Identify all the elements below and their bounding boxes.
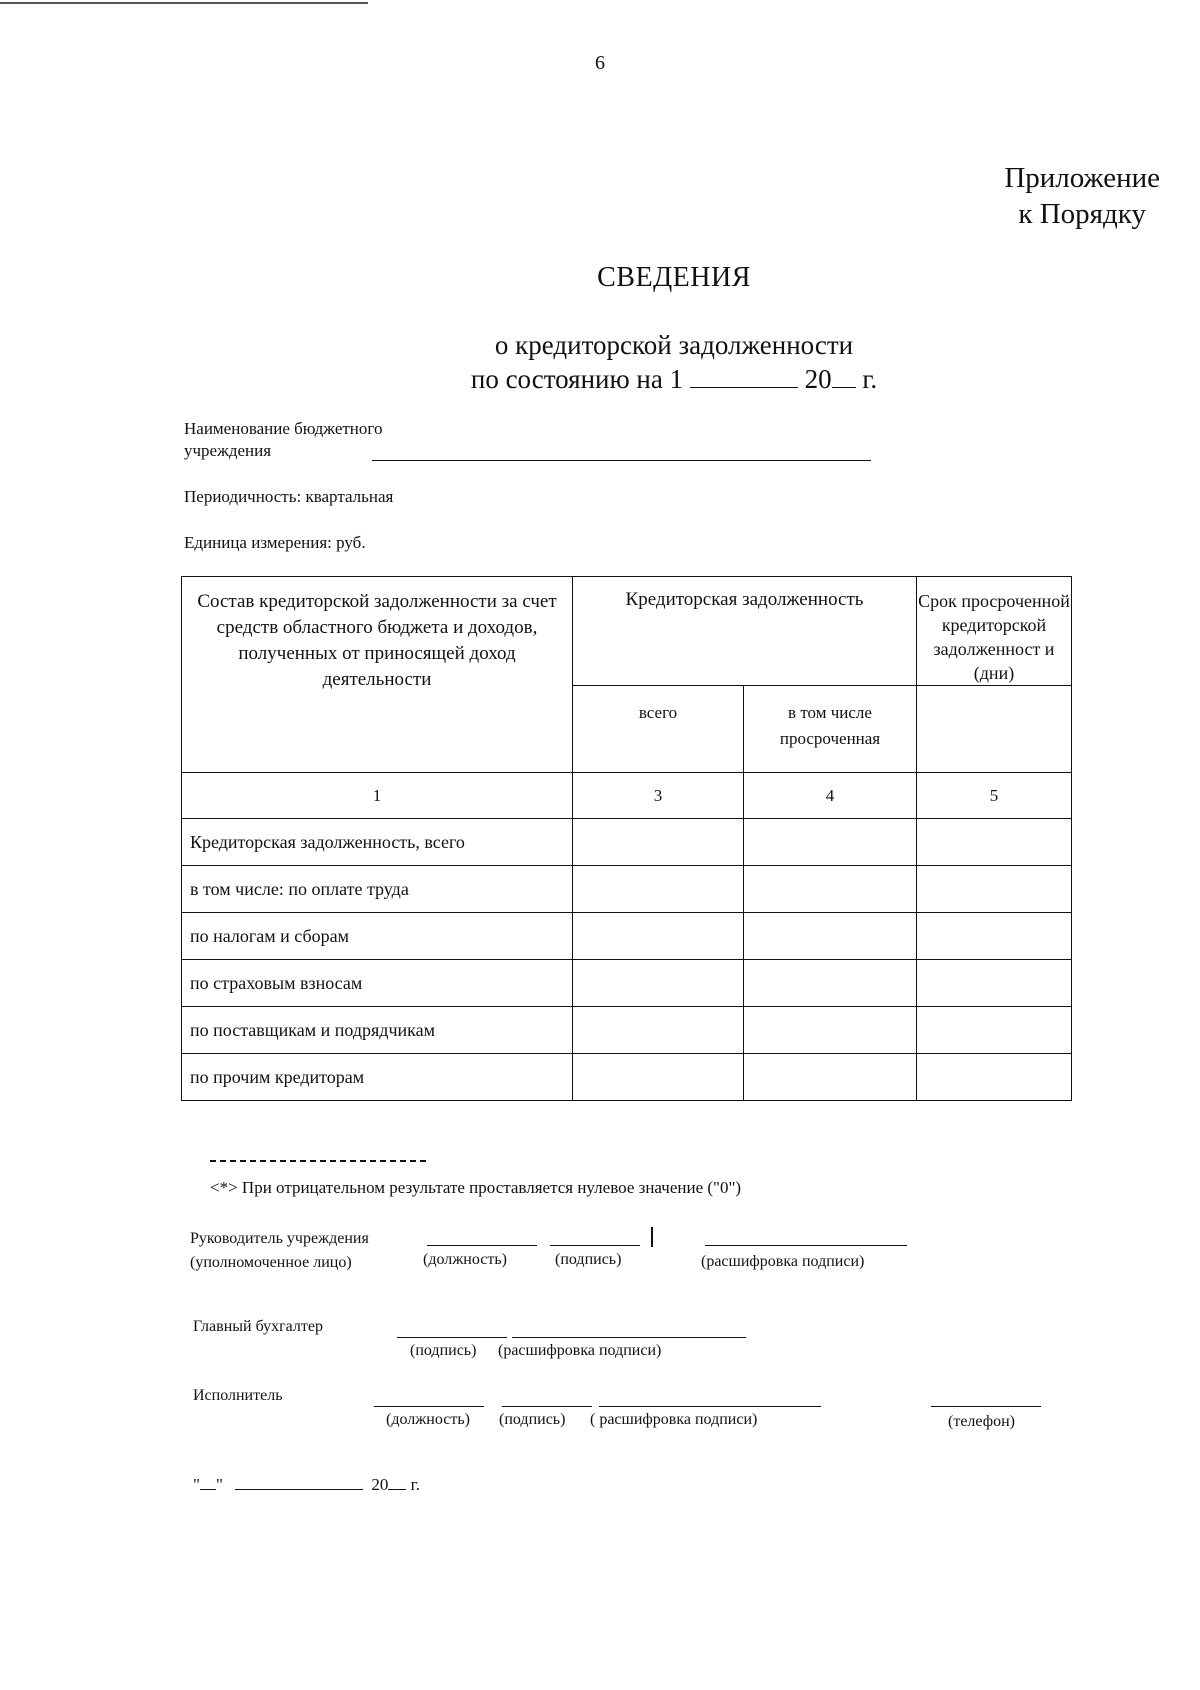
term-cell[interactable] bbox=[917, 866, 1072, 913]
executor-label: Исполнитель bbox=[193, 1387, 283, 1404]
head-signature-caption: (подпись) bbox=[555, 1251, 622, 1268]
total-cell[interactable] bbox=[573, 913, 744, 960]
header-term-blank bbox=[917, 686, 1072, 773]
row-label: по прочим кредиторам bbox=[182, 1054, 573, 1101]
head-decoding-field[interactable] bbox=[705, 1245, 907, 1246]
subtitle-line-2 bbox=[0, 362, 1200, 396]
unit-text: Единица измерения: руб. bbox=[184, 533, 366, 552]
total-cell[interactable] bbox=[573, 866, 744, 913]
subtitle-year-suffix: г. bbox=[862, 364, 878, 394]
accountant-label: Главный бухгалтер bbox=[193, 1318, 323, 1335]
column-number: 1 bbox=[182, 773, 573, 819]
head-label-line-2: (уполномоченное лицо) bbox=[190, 1254, 352, 1271]
row-label: по поставщикам и подрядчикам bbox=[182, 1007, 573, 1054]
term-cell[interactable] bbox=[917, 960, 1072, 1007]
column-number: 4 bbox=[744, 773, 917, 819]
institution-label-line-2: учреждения bbox=[184, 441, 272, 460]
overdue-cell[interactable] bbox=[744, 913, 917, 960]
table-row bbox=[182, 819, 1072, 866]
date-day-blank[interactable] bbox=[200, 1489, 216, 1490]
overdue-cell[interactable] bbox=[744, 960, 917, 1007]
header-composition: Состав кредиторской задолженности за счет средств областного бюджета и доходов, полученных от приносящей доход деятельности bbox=[182, 577, 573, 773]
subtitle-year: 20 bbox=[804, 364, 832, 394]
head-label-line-1: Руководитель учреждения bbox=[190, 1230, 369, 1247]
table-row bbox=[182, 960, 1072, 1007]
executor-phone-caption: (телефон) bbox=[948, 1413, 1015, 1430]
term-cell[interactable] bbox=[917, 1054, 1072, 1101]
header-overdue: в том числе просроченная bbox=[744, 686, 917, 773]
head-signature-field[interactable] bbox=[550, 1245, 640, 1246]
column-number: 5 bbox=[917, 773, 1072, 819]
row-label: Кредиторская задолженность, всего bbox=[182, 819, 573, 866]
overdue-cell[interactable] bbox=[744, 1007, 917, 1054]
executor-position-field[interactable] bbox=[374, 1406, 484, 1407]
appendix-line-2: к Порядку bbox=[1018, 198, 1146, 230]
column-number-row bbox=[182, 773, 1072, 819]
document-title: СВЕДЕНИЯ bbox=[597, 262, 751, 293]
date-year-field[interactable] bbox=[388, 1489, 406, 1490]
date-open-quote: " bbox=[193, 1475, 200, 1494]
header-overdue-term: Срок просроченной кредиторской задолженност и (дни) bbox=[917, 577, 1072, 686]
date-month-field[interactable] bbox=[235, 1489, 363, 1490]
total-cell[interactable] bbox=[573, 819, 744, 866]
periodicity-text: Периодичность: квартальная bbox=[184, 487, 394, 506]
date-close-quote: " bbox=[215, 1475, 223, 1494]
executor-signature-caption: (подпись) bbox=[499, 1411, 566, 1428]
appendix-line-1: Приложение bbox=[1004, 162, 1160, 194]
date-month-blank[interactable] bbox=[690, 387, 798, 388]
head-position-caption: (должность) bbox=[423, 1251, 507, 1268]
document-subtitle bbox=[0, 328, 1200, 396]
executor-decoding-field[interactable] bbox=[599, 1406, 821, 1407]
head-label bbox=[190, 1227, 369, 1275]
text-cursor-mark bbox=[651, 1227, 653, 1247]
header-total: всего bbox=[573, 686, 744, 773]
institution-label-line-1: Наименование бюджетного bbox=[184, 419, 383, 438]
subtitle-line-1: о кредиторской задолженности bbox=[494, 330, 854, 360]
head-decoding-caption: (расшифровка подписи) bbox=[701, 1253, 865, 1270]
table-row bbox=[182, 1007, 1072, 1054]
date-suffix: г. bbox=[410, 1475, 420, 1494]
accountant-decoding-caption: (расшифровка подписи) bbox=[498, 1342, 662, 1359]
overdue-cell[interactable] bbox=[744, 866, 917, 913]
debt-table bbox=[181, 576, 1072, 1101]
term-cell[interactable] bbox=[917, 913, 1072, 960]
date-year-blank[interactable] bbox=[832, 387, 856, 388]
column-number: 3 bbox=[573, 773, 744, 819]
accountant-signature-caption: (подпись) bbox=[410, 1342, 477, 1359]
executor-decoding-caption: ( расшифровка подписи) bbox=[590, 1411, 758, 1428]
executor-position-caption: (должность) bbox=[386, 1411, 470, 1428]
subtitle-date-prefix: по состоянию на 1 bbox=[470, 364, 684, 394]
row-label: по налогам и сборам bbox=[182, 913, 573, 960]
date-line bbox=[193, 1475, 420, 1495]
table-row bbox=[182, 913, 1072, 960]
footnote-separator bbox=[210, 1160, 426, 1162]
date-year: 20 bbox=[371, 1475, 389, 1494]
accountant-signature-field[interactable] bbox=[397, 1337, 507, 1338]
executor-signature-field[interactable] bbox=[502, 1406, 592, 1407]
institution-label bbox=[184, 418, 382, 462]
page-number: 6 bbox=[595, 52, 605, 74]
total-cell[interactable] bbox=[573, 1007, 744, 1054]
executor-phone-field[interactable] bbox=[931, 1406, 1041, 1407]
term-cell[interactable] bbox=[917, 819, 1072, 866]
overdue-cell[interactable] bbox=[744, 819, 917, 866]
table-row bbox=[182, 1054, 1072, 1101]
total-cell[interactable] bbox=[573, 1054, 744, 1101]
row-label: по страховым взносам bbox=[182, 960, 573, 1007]
footnote-text: <*> При отрицательном результате проставляется нулевое значение ("0") bbox=[210, 1178, 742, 1197]
table-row bbox=[182, 866, 1072, 913]
accountant-decoding-field[interactable] bbox=[512, 1337, 746, 1338]
appendix-note bbox=[1004, 160, 1160, 232]
institution-name-field[interactable] bbox=[372, 460, 871, 461]
total-cell[interactable] bbox=[573, 960, 744, 1007]
header-creditor-debt: Кредиторская задолженность bbox=[573, 577, 917, 686]
scan-edge-line bbox=[0, 2, 368, 4]
term-cell[interactable] bbox=[917, 1007, 1072, 1054]
head-position-field[interactable] bbox=[427, 1245, 537, 1246]
overdue-cell[interactable] bbox=[744, 1054, 917, 1101]
row-label: в том числе: по оплате труда bbox=[182, 866, 573, 913]
